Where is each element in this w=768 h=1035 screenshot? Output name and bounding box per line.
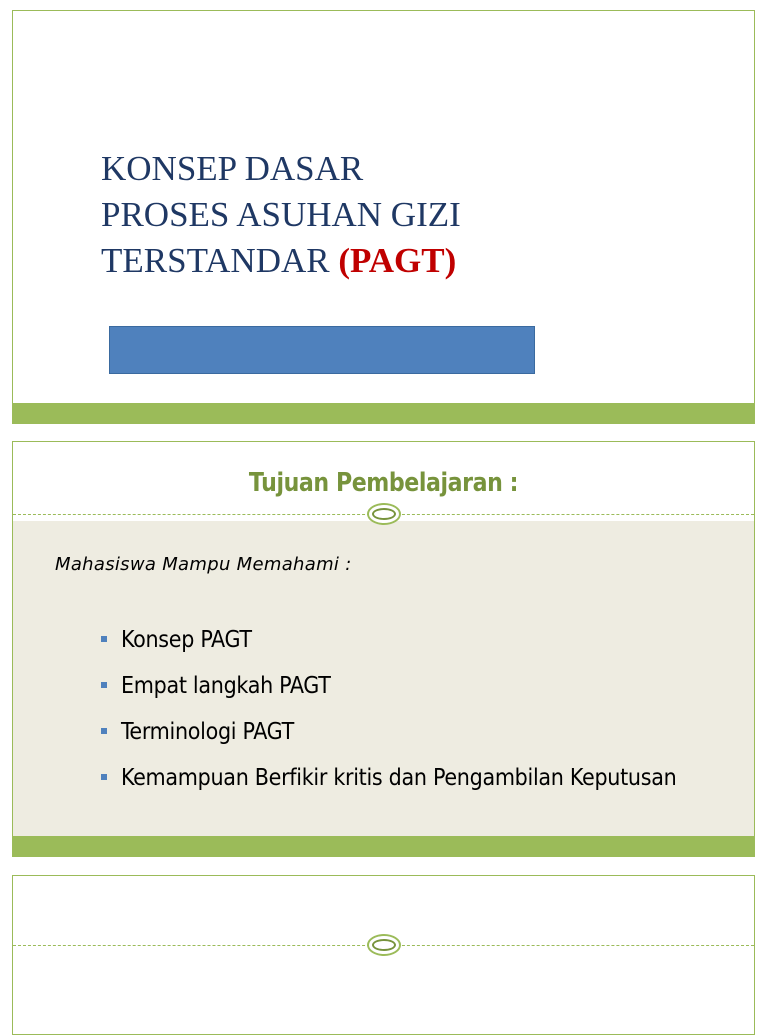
list-item [101,709,676,755]
slide-objectives [12,441,755,857]
ring-icon [367,934,401,956]
intro-text: Mahasiswa Mampu Memahami : [55,554,352,575]
list-item [101,663,676,709]
footer-bar [13,403,754,424]
slide-partial [12,875,755,1035]
square-bullet-icon [101,728,107,734]
title-line-1: KONSEP DASAR [101,149,364,188]
square-bullet-icon [101,774,107,780]
slide-title [12,10,755,424]
list-item-text: Konsep PAGT [121,627,252,653]
square-bullet-icon [101,636,107,642]
list-item-text: Terminologi PAGT [121,719,294,745]
bullet-list [101,617,676,801]
footer-bar [13,836,754,857]
list-item [101,755,676,801]
list-item-text: Kemampuan Berfikir kritis dan Pengambilan Keputusan [121,765,677,791]
title-block [101,146,461,284]
slide-heading: Tujuan Pembelajaran : [248,468,519,498]
ring-icon [367,503,401,525]
list-item [101,617,676,663]
title-line-3 [101,238,461,284]
title-accent: (PAGT) [338,241,457,280]
square-bullet-icon [101,682,107,688]
subtitle-box [109,326,535,374]
list-item-text: Empat langkah PAGT [121,673,331,699]
title-line-2: PROSES ASUHAN GIZI [101,195,461,234]
title-line-3-text: TERSTANDAR [101,241,339,280]
